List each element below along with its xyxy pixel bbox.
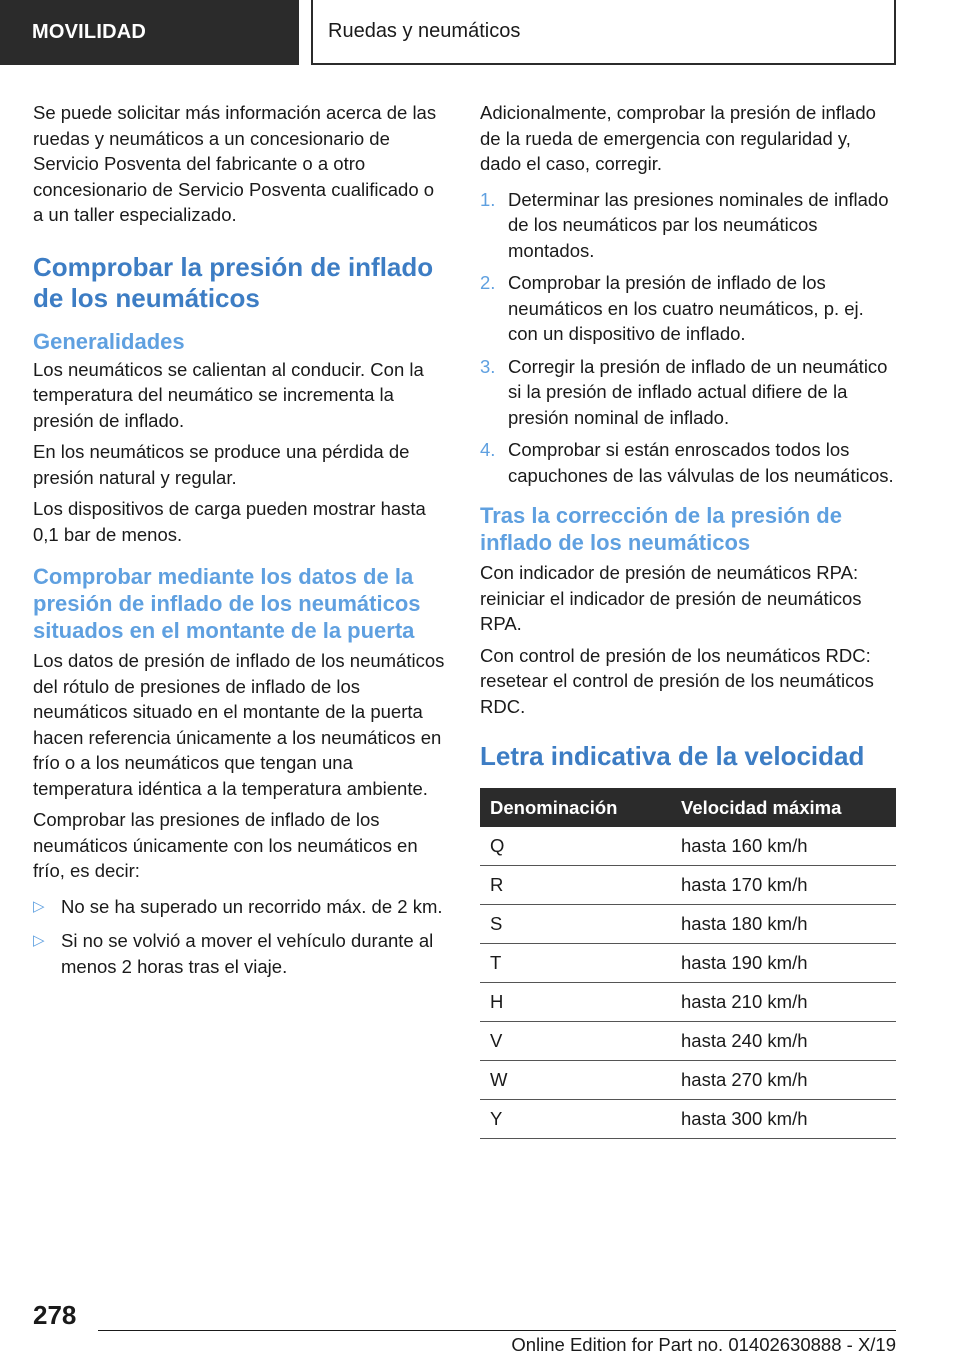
- subsection-title-after-correction: Tras la corrección de la presión de inflado de los neumáticos: [480, 503, 842, 555]
- footer-divider: [98, 1330, 896, 1331]
- speed-table: [480, 788, 896, 1139]
- intro-paragraph: Se puede solicitar más información acerca de las ruedas y neumáticos a un concesionario de Servicio Posventa del fabricante o a otro concesionario de Servicio Posventa cualificado o a un taller especializado.: [33, 102, 437, 225]
- header-section-label: MOVILIDAD: [32, 21, 147, 43]
- cell-letter: T: [480, 944, 671, 983]
- list-item: [480, 270, 896, 347]
- list-item: [480, 437, 896, 488]
- table-row: [480, 1061, 896, 1100]
- paragraph-heat: Los neumáticos se calientan al conducir. Con la temperatura del neumático se incrementa la presión de inflado.: [33, 358, 424, 431]
- cell-speed: hasta 180 km/h: [671, 905, 896, 944]
- triangle-bullet-icon: ▷: [33, 932, 45, 949]
- header-chapter-label: Ruedas y neumáticos: [328, 20, 521, 42]
- table-row: [480, 983, 896, 1022]
- list-item: [33, 928, 448, 979]
- cell-speed: hasta 190 km/h: [671, 944, 896, 983]
- header-section: [0, 0, 299, 65]
- step-number: 4.: [480, 439, 496, 460]
- table-header-row: [480, 788, 896, 827]
- cell-letter: H: [480, 983, 671, 1022]
- step-text: Corregir la presión de inflado de un neumático si la presión de inflado actual difiere de la presión nominal de inflado.: [508, 355, 888, 428]
- table-row: [480, 866, 896, 905]
- subsection-title-door: Comprobar mediante los datos de la presión de inflado de los neumáticos situados en el montante de la puerta: [33, 564, 421, 643]
- cell-speed: hasta 160 km/h: [671, 827, 896, 866]
- paragraph-devices: Los dispositivos de carga pueden mostrar hasta 0,1 bar de menos.: [33, 498, 426, 545]
- step-text: Determinar las presiones nominales de inflado de los neumáticos par los neumáticos montados.: [508, 188, 889, 261]
- section-title-speed-letter: Letra indicativa de la velocidad: [480, 741, 865, 771]
- cell-letter: R: [480, 866, 671, 905]
- header-chapter: [311, 0, 896, 65]
- step-text: Comprobar la presión de inflado de los neumáticos en los cuatro neumáticos, p. ej. con un dispositivo de inflado.: [508, 272, 864, 344]
- paragraph-loss: En los neumáticos se produce una pérdida de presión natural y regular.: [33, 441, 410, 488]
- paragraph-rdc: Con control de presión de los neumáticos RDC: resetear el control de presión de los neumáticos RDC.: [480, 644, 874, 717]
- paragraph-spare-wheel: Adicionalmente, comprobar la presión de inflado de la rueda de emergencia con regularidad y, dado el caso, corregir.: [480, 102, 876, 174]
- steps-list: [480, 187, 896, 489]
- table-row: [480, 944, 896, 983]
- cell-letter: V: [480, 1022, 671, 1061]
- cell-speed: hasta 170 km/h: [671, 866, 896, 905]
- step-number: 1.: [480, 188, 496, 210]
- subsection-title-general: Generalidades: [33, 328, 185, 354]
- table-row: [480, 827, 896, 866]
- paragraph-rpa: Con indicador de presión de neumáticos RPA: reiniciar el indicador de presión de neumáticos RPA.: [480, 562, 862, 634]
- bullet-text: Si no se volvió a mover el vehículo durante al menos 2 horas tras el viaje.: [61, 930, 434, 977]
- page-number: 278: [33, 1300, 77, 1330]
- table-row: [480, 1100, 896, 1139]
- cell-speed: hasta 300 km/h: [671, 1100, 896, 1139]
- cell-speed: hasta 210 km/h: [671, 983, 896, 1022]
- bullet-list: [33, 894, 448, 980]
- paragraph-door-data: Los datos de presión de inflado de los neumáticos del rótulo de presiones de inflado de los neumáticos situado en el montante de la puerta hacen referencia únicamente a los neumáticos en frío o a los neumáticos que tengan una temperatura idéntica a la temperatura ambiente.: [33, 650, 445, 799]
- cell-letter: S: [480, 905, 671, 944]
- left-column: [33, 100, 448, 988]
- table-row: [480, 905, 896, 944]
- column-header-designation: Denominación: [480, 788, 671, 827]
- cell-letter: Q: [480, 827, 671, 866]
- list-item: [480, 187, 896, 264]
- step-number: 3.: [480, 355, 496, 377]
- step-text: Comprobar si están enroscados todos los capuchones de las válvulas de los neumáticos.: [508, 439, 894, 486]
- right-column: [480, 100, 896, 1139]
- table-row: [480, 1022, 896, 1061]
- cell-speed: hasta 240 km/h: [671, 1022, 896, 1061]
- cell-letter: Y: [480, 1100, 671, 1139]
- list-item: [480, 354, 896, 431]
- cell-letter: W: [480, 1061, 671, 1100]
- footer-edition: Online Edition for Part no. 01402630888 - X/19: [511, 1334, 896, 1355]
- triangle-bullet-icon: ▷: [33, 897, 45, 915]
- step-number: 2.: [480, 272, 496, 293]
- bullet-text: No se ha superado un recorrido máx. de 2 km.: [61, 895, 443, 917]
- cell-speed: hasta 270 km/h: [671, 1061, 896, 1100]
- list-item: [33, 894, 448, 920]
- section-title-pressure: Comprobar la presión de inflado de los neumáticos: [33, 251, 434, 313]
- paragraph-cold-check: Comprobar las presiones de inflado de los neumáticos únicamente con los neumáticos en frío, es decir:: [33, 809, 418, 881]
- column-header-max-speed: Velocidad máxima: [671, 788, 896, 827]
